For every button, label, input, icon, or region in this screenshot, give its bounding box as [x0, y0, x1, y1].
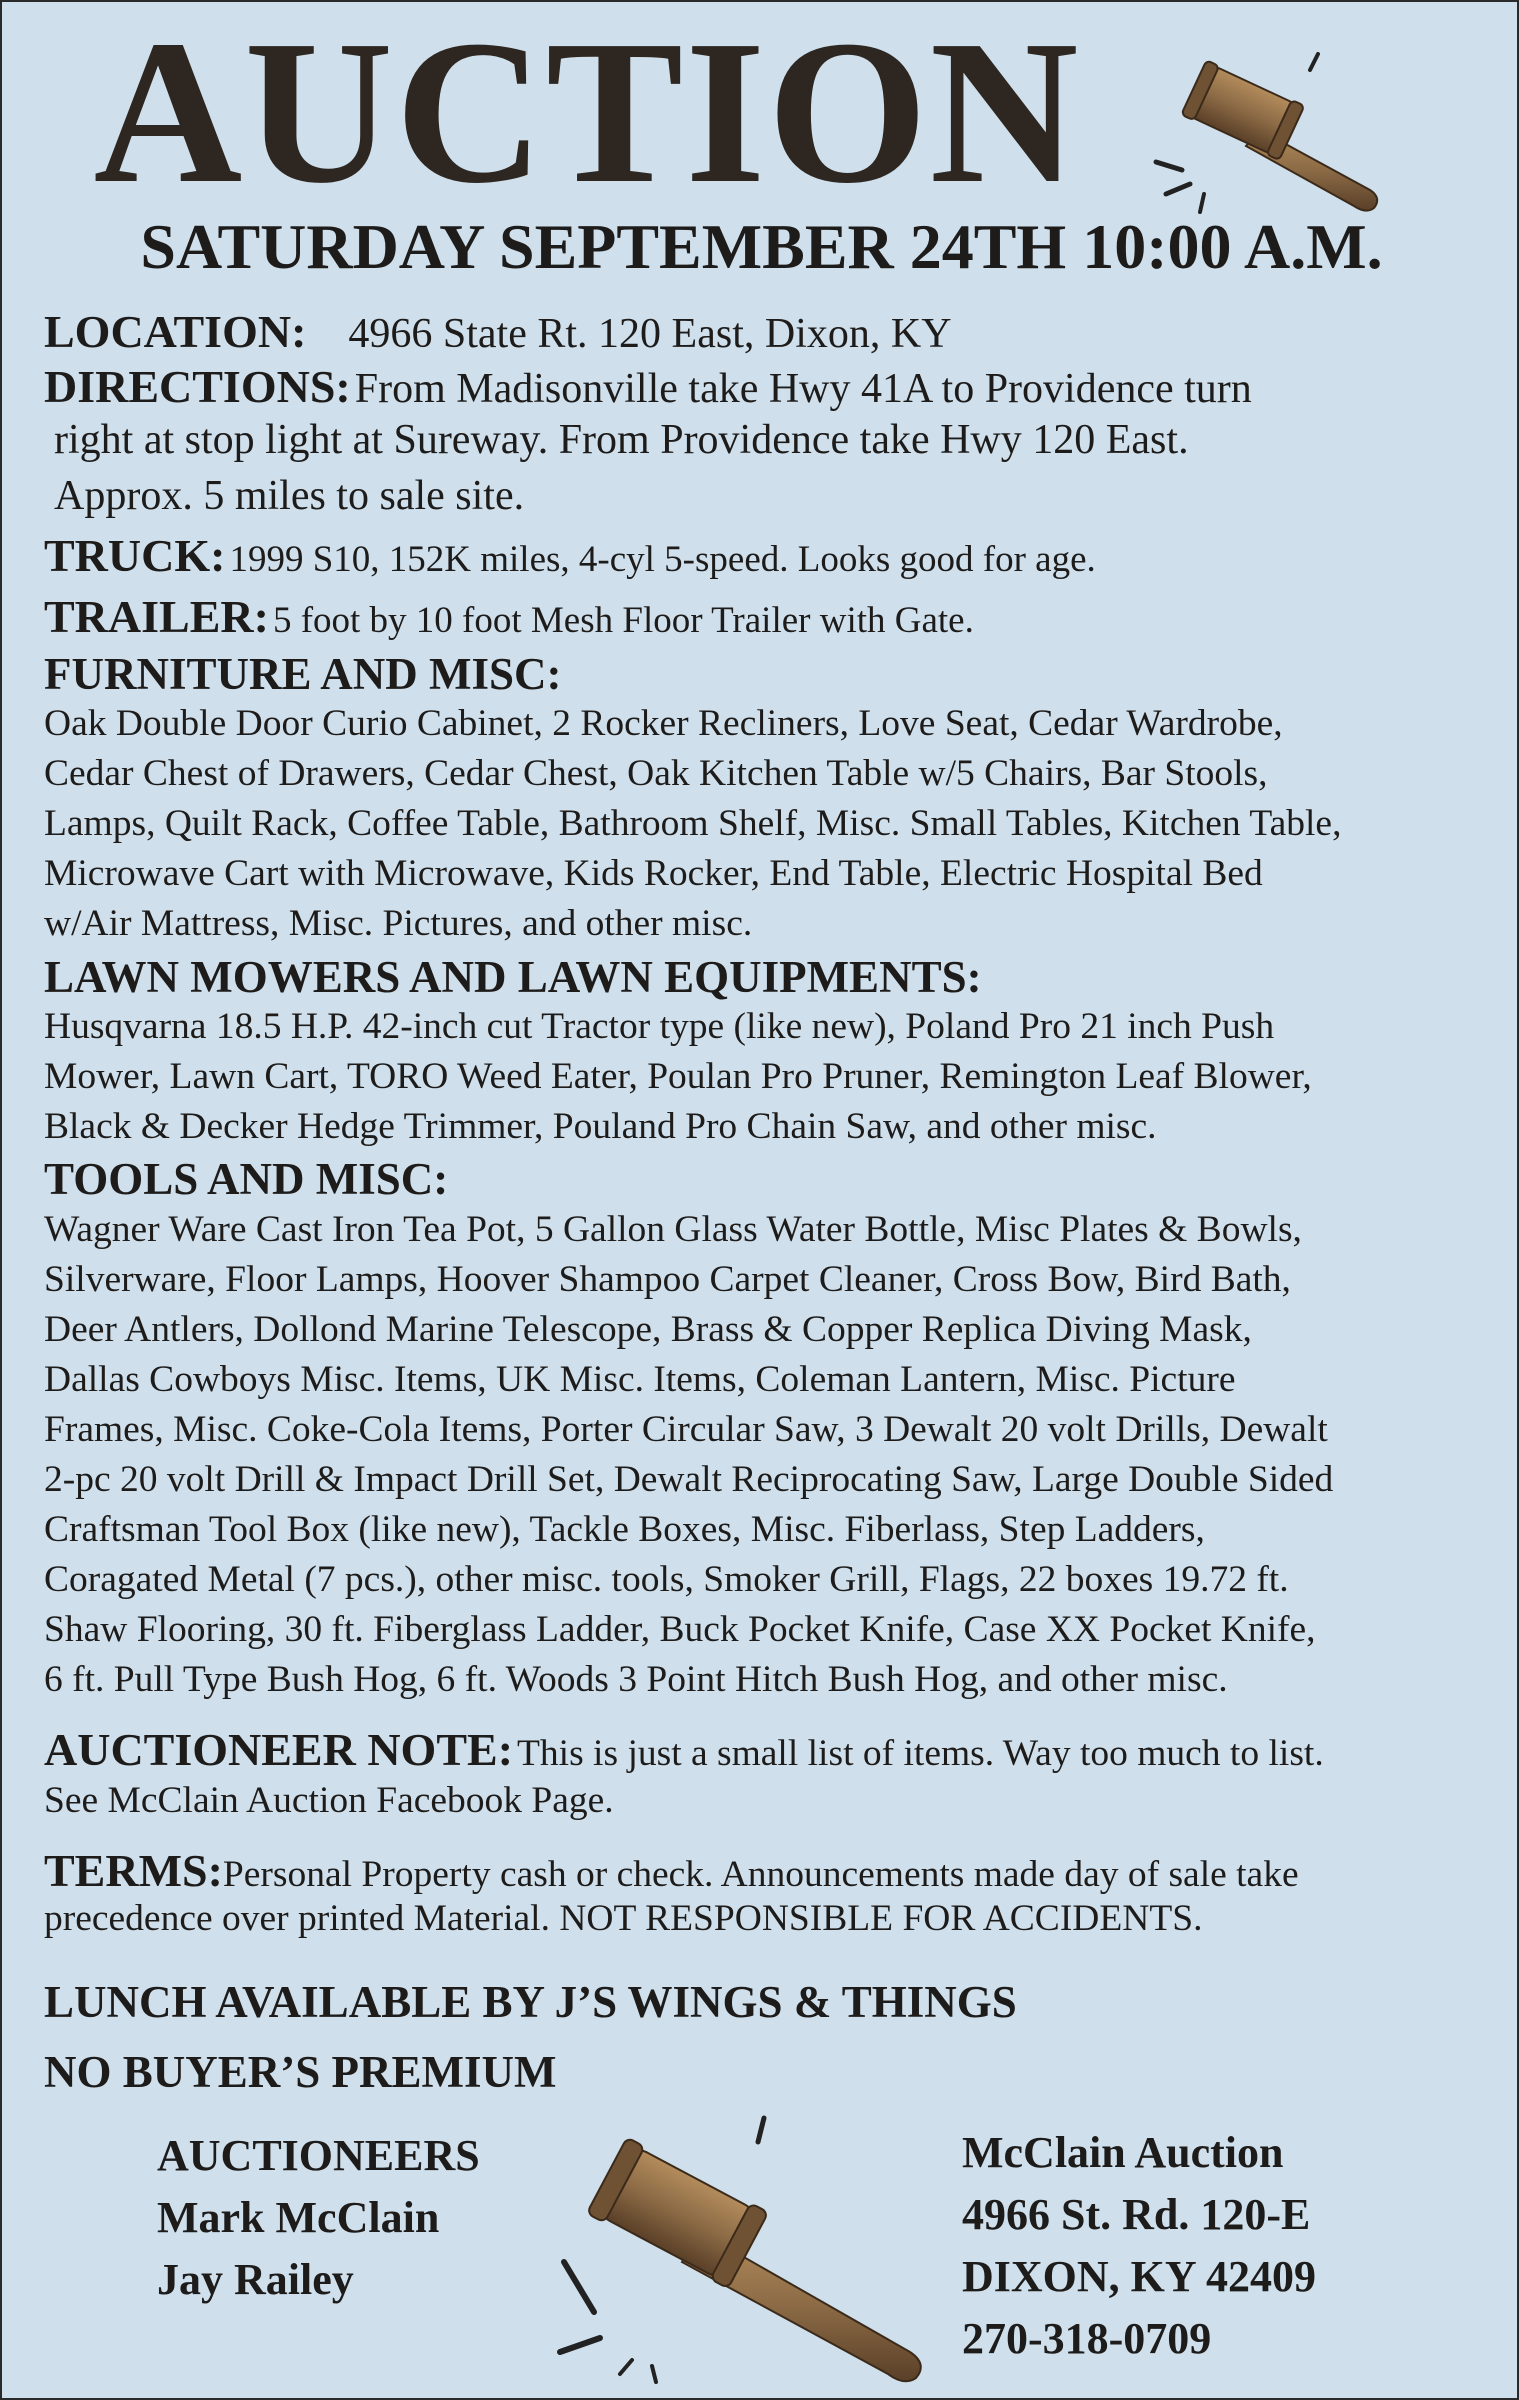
auctioneer-name: Mark McClain	[157, 2193, 440, 2242]
section-line: Husqvarna 18.5 H.P. 42-inch cut Tractor type (like new), Poland Pro 21 inch Push	[44, 1006, 1275, 1047]
section-line: w/Air Mattress, Misc. Pictures, and other misc.	[44, 903, 753, 944]
truck-label: TRUCK:	[44, 530, 226, 581]
location-label: LOCATION:	[44, 306, 307, 357]
trailer-label: TRAILER:	[44, 591, 269, 642]
trailer-value: 5 foot by 10 foot Mesh Floor Trailer with Gate.	[272, 600, 974, 641]
auctioneers-block	[157, 2125, 480, 2311]
section-line: Black & Decker Hedge Trimmer, Pouland Pro Chain Saw, and other misc.	[44, 1106, 1157, 1147]
auctioneers-heading: AUCTIONEERS	[157, 2131, 480, 2180]
truck-row	[44, 526, 1096, 586]
terms-text: precedence over printed Material. NOT RESPONSIBLE FOR ACCIDENTS.	[44, 1898, 1203, 1939]
directions-line: From Madisonville take Hwy 41A to Providence turn	[354, 366, 1252, 412]
section-line: Silverware, Floor Lamps, Hoover Shampoo Carpet Cleaner, Cross Bow, Bird Bath,	[44, 1259, 1291, 1300]
auctioneer-note-text: See McClain Auction Facebook Page.	[44, 1780, 614, 1821]
directions-line: right at stop light at Sureway. From Providence take Hwy 120 East.	[54, 417, 1189, 463]
section-line: Oak Double Door Curio Cabinet, 2 Rocker Recliners, Love Seat, Cedar Wardrobe,	[44, 703, 1283, 744]
gavel-icon	[1142, 42, 1402, 222]
auctioneer-note-text: This is just a small list of items. Way too much to list.	[517, 1733, 1324, 1774]
trailer-row	[44, 587, 974, 647]
section-line: Frames, Misc. Coke-Cola Items, Porter Circular Saw, 3 Dewalt 20 volt Drills, Dewalt	[44, 1409, 1328, 1450]
auctioneer-name: Jay Railey	[157, 2255, 354, 2304]
terms-label: TERMS:	[44, 1845, 223, 1896]
section-heading: FURNITURE AND MISC:	[44, 649, 562, 699]
company-name: McClain Auction	[962, 2128, 1284, 2177]
terms-row	[44, 1842, 1299, 1900]
section-line: Coragated Metal (7 pcs.), other misc. tools, Smoker Grill, Flags, 22 boxes 19.72 ft.	[44, 1559, 1289, 1600]
section-line: Mower, Lawn Cart, TORO Weed Eater, Poulan Pro Pruner, Remington Leaf Blower,	[44, 1056, 1312, 1097]
ad-title: AUCTION	[93, 0, 1081, 226]
truck-value: 1999 S10, 152K miles, 4-cyl 5-speed. Looks good for age.	[229, 539, 1096, 580]
company-city: DIXON, KY 42409	[962, 2252, 1317, 2301]
section-line: Microwave Cart with Microwave, Kids Rocker, End Table, Electric Hospital Bed	[44, 853, 1263, 894]
terms-text: Personal Property cash or check. Announcements made day of sale take	[222, 1854, 1299, 1895]
lunch-notice: LUNCH AVAILABLE BY J’S WINGS & THINGS	[44, 1977, 1017, 2027]
section-line: Wagner Ware Cast Iron Tea Pot, 5 Gallon Glass Water Bottle, Misc Plates & Bowls,	[44, 1209, 1302, 1250]
company-address: 4966 St. Rd. 120-E	[962, 2190, 1311, 2239]
location-value: 4966 State Rt. 120 East, Dixon, KY	[348, 311, 952, 357]
date-line: SATURDAY SEPTEMBER 24TH 10:00 A.M.	[140, 211, 1383, 282]
section-line: 6 ft. Pull Type Bush Hog, 6 ft. Woods 3 Point Hitch Bush Hog, and other misc.	[44, 1659, 1228, 1700]
company-phone[interactable]: 270-318-0709	[962, 2314, 1212, 2363]
company-block	[962, 2122, 1316, 2370]
section-heading: TOOLS AND MISC:	[44, 1154, 449, 1204]
section-line: Craftsman Tool Box (like new), Tackle Boxes, Misc. Fiberlass, Step Ladders,	[44, 1509, 1205, 1550]
directions-label: DIRECTIONS:	[44, 361, 351, 412]
section-line: Lamps, Quilt Rack, Coffee Table, Bathroom Shelf, Misc. Small Tables, Kitchen Table,	[44, 803, 1342, 844]
auctioneer-note-row	[44, 1720, 1324, 1780]
auctioneer-note-label: AUCTIONEER NOTE:	[44, 1724, 514, 1775]
section-line: Dallas Cowboys Misc. Items, UK Misc. Items, Coleman Lantern, Misc. Picture	[44, 1359, 1236, 1400]
directions-line: Approx. 5 miles to sale site.	[54, 473, 525, 519]
gavel-icon	[550, 2112, 950, 2392]
directions-row	[44, 357, 1252, 417]
premium-notice: NO BUYER’S PREMIUM	[44, 2047, 557, 2097]
section-heading: LAWN MOWERS AND LAWN EQUIPMENTS:	[44, 952, 982, 1002]
section-line: Cedar Chest of Drawers, Cedar Chest, Oak Kitchen Table w/5 Chairs, Bar Stools,	[44, 753, 1268, 794]
location-row	[44, 302, 952, 362]
section-line: 2-pc 20 volt Drill & Impact Drill Set, Dewalt Reciprocating Saw, Large Double Sided	[44, 1459, 1334, 1500]
section-line: Shaw Flooring, 30 ft. Fiberglass Ladder, Buck Pocket Knife, Case XX Pocket Knife,	[44, 1609, 1316, 1650]
section-line: Deer Antlers, Dollond Marine Telescope, Brass & Copper Replica Diving Mask,	[44, 1309, 1252, 1350]
